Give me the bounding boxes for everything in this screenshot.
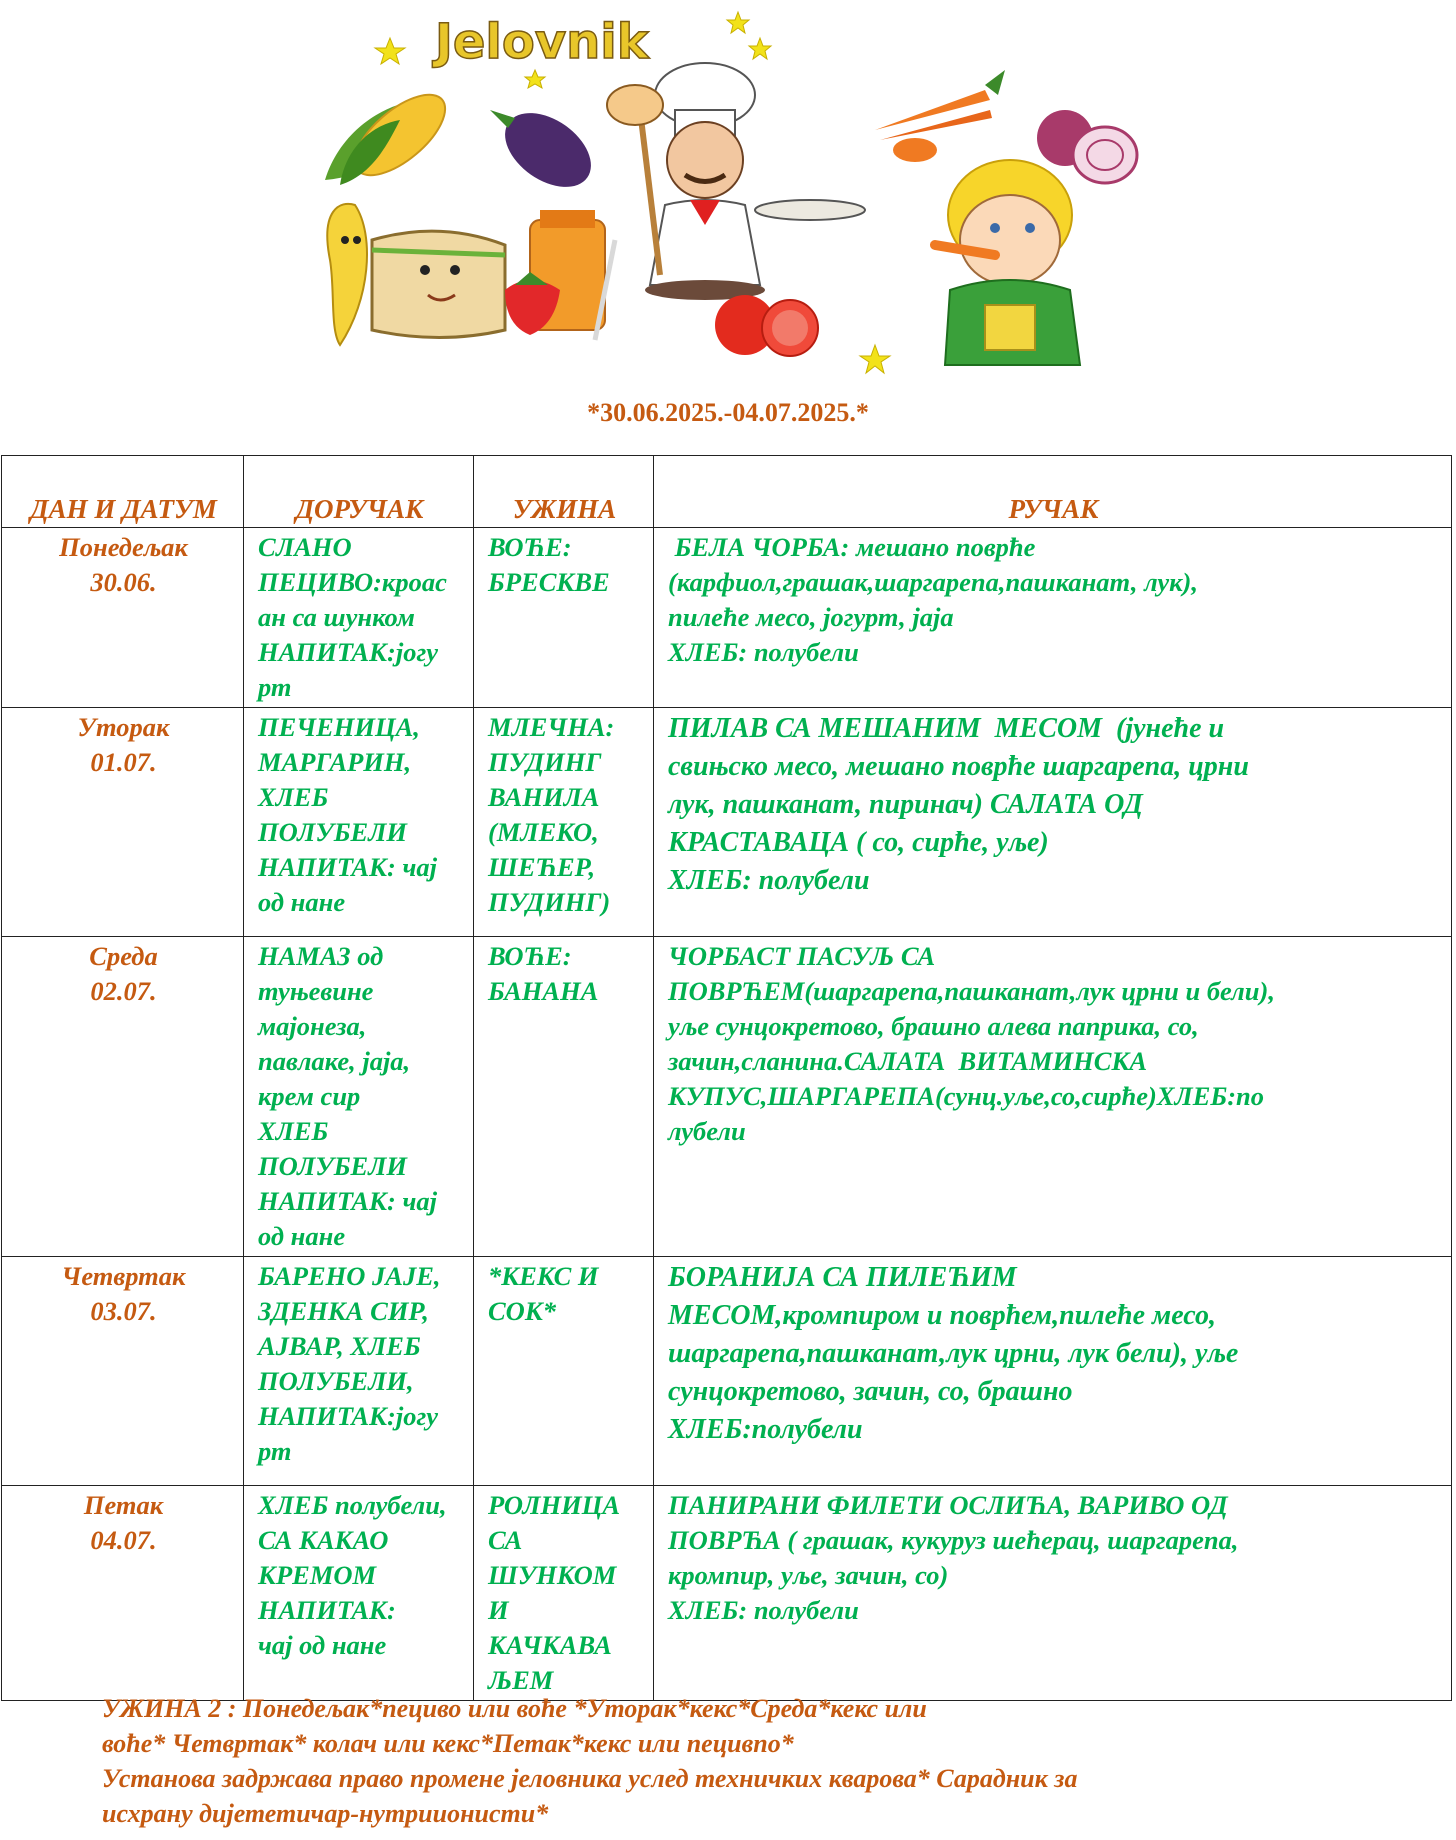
cell-line: Среда xyxy=(89,941,158,971)
cell-line: 01.07. xyxy=(90,747,157,777)
cell-line: ХЛЕБ полубели, xyxy=(258,1490,447,1520)
cell-line: ПАНИРАНИ ФИЛЕТИ ОСЛИЋА, ВАРИВО ОД xyxy=(668,1490,1228,1520)
snack-cell xyxy=(474,1486,654,1701)
cell-line: 02.07. xyxy=(90,976,157,1006)
cell-line: 04.07. xyxy=(90,1525,157,1555)
snack-cell xyxy=(474,1257,654,1486)
snack-cell xyxy=(474,937,654,1257)
cell-line: ХЛЕБ:полубели xyxy=(668,1414,863,1445)
menu-table-body xyxy=(2,528,1452,1701)
cell-line: БЕЛА ЧОРБА: мешано поврће xyxy=(668,532,1036,562)
date-range: *30.06.2025.-04.07.2025.* xyxy=(587,398,869,427)
lunch-cell xyxy=(654,937,1452,1257)
cell-line: ВОЋЕ: xyxy=(488,532,572,562)
cell-line: НАПИТАК:јогу xyxy=(258,1401,439,1431)
cell-line: мајонеза, xyxy=(258,1011,367,1041)
logo-title: Jelovnik xyxy=(435,14,649,70)
cell-line: БАРЕНО ЈАЈЕ, xyxy=(258,1261,441,1291)
footer-notes xyxy=(102,1691,1402,1831)
menu-table xyxy=(1,455,1452,1701)
table-header-row xyxy=(2,456,1452,528)
cell-line: КАЧКАВА xyxy=(488,1630,612,1660)
cell-line: ПОВРЋЕМ(шаргарепа,пашканат,лук црни и бели), xyxy=(668,976,1275,1006)
sandwich-icon xyxy=(372,231,505,337)
cell-line: БАНАНА xyxy=(488,976,599,1006)
menu-illustration xyxy=(300,0,1150,385)
cell-line: туњевине xyxy=(258,976,374,1006)
cell-line: ан са шунком xyxy=(258,602,415,632)
cell-line: павлаке, јаја, xyxy=(258,1046,411,1076)
day-cell xyxy=(2,1486,244,1701)
cell-line: ШУНКОМ xyxy=(488,1560,617,1590)
cell-line: свињско месо, мешано поврће шаргарепа, црни xyxy=(668,751,1249,782)
onion-icon xyxy=(1037,110,1137,183)
lunch-cell xyxy=(654,1486,1452,1701)
day-cell xyxy=(2,528,244,708)
header-lunch: РУЧАК xyxy=(654,456,1452,528)
cell-line: ПЕЦИВО:кроас xyxy=(258,567,447,597)
cell-line: Четвртак xyxy=(61,1261,186,1291)
footer-line: УЖИНА 2 : Понедељак*пециво или воће *Уторак*кекс*Среда*кекс или xyxy=(102,1694,927,1723)
cell-line: ШЕЋЕР, xyxy=(488,852,596,882)
cell-line: ЗДЕНКА СИР, xyxy=(258,1296,429,1326)
chef-icon xyxy=(607,63,865,300)
table-row xyxy=(2,1486,1452,1701)
table-row xyxy=(2,1257,1452,1486)
cell-line: крем сир xyxy=(258,1081,361,1111)
cell-line: од нане xyxy=(258,1221,346,1251)
cell-line: АЈВАР, ХЛЕБ xyxy=(258,1331,421,1361)
breakfast-cell xyxy=(244,1486,474,1701)
cell-line: ВОЋЕ: xyxy=(488,941,572,971)
header-snack: УЖИНА xyxy=(474,456,654,528)
cell-line: НАМАЗ од xyxy=(258,941,384,971)
cell-line: шаргарепа,пашканат,лук црни, лук бели), уље xyxy=(668,1338,1239,1369)
cell-line: БОРАНИЈА СА ПИЛЕЋИМ xyxy=(668,1262,1017,1293)
header-breakfast: ДОРУЧАК xyxy=(244,456,474,528)
day-cell xyxy=(2,937,244,1257)
table-row xyxy=(2,708,1452,937)
cell-line: уље сунцокретово, брашно алева паприка, со, xyxy=(668,1011,1199,1041)
cell-line: лубели xyxy=(668,1116,746,1146)
breakfast-cell xyxy=(244,708,474,937)
cell-line: ЧОРБАСТ ПАСУЉ СА xyxy=(668,941,936,971)
cell-line: лук, пашканат, пиринач) САЛАТА ОД xyxy=(668,789,1143,820)
cell-line: *КЕКС И xyxy=(488,1261,599,1291)
breakfast-cell xyxy=(244,528,474,708)
snack-cell xyxy=(474,528,654,708)
cell-line: ХЛЕБ xyxy=(258,1116,329,1146)
cell-line: МЕСОМ,кромпиром и поврћем,пилеће месо, xyxy=(668,1300,1216,1331)
cell-line: (МЛЕКО, xyxy=(488,817,599,847)
footer-line: исхрану дијететичар-нутриионисти* xyxy=(102,1799,549,1828)
cell-line: чај од нане xyxy=(258,1630,387,1660)
tomato-icon xyxy=(715,295,818,356)
lunch-cell xyxy=(654,528,1452,708)
cell-line: СОК* xyxy=(488,1296,557,1326)
day-cell xyxy=(2,1257,244,1486)
cell-line: МАРГАРИН, xyxy=(258,747,412,777)
snack-cell xyxy=(474,708,654,937)
cell-line: пилеће месо, јогурт, јаја xyxy=(668,602,954,632)
banana-icon xyxy=(327,204,367,345)
cell-line: ХЛЕБ: полубели xyxy=(668,637,859,667)
cell-line: ПОЛУБЕЛИ xyxy=(258,1151,408,1181)
cell-line: СА xyxy=(488,1525,523,1555)
cell-line: ПУДИНГ xyxy=(488,747,602,777)
cell-line: СА КАКАО xyxy=(258,1525,389,1555)
cell-line: кромпир, уље, зачин, со) xyxy=(668,1560,949,1590)
cell-line: БРЕСКВЕ xyxy=(488,567,610,597)
cell-line: ПОЛУБЕЛИ, xyxy=(258,1366,414,1396)
cell-line: НАПИТАК: чај xyxy=(258,1186,437,1216)
cell-line: од нане xyxy=(258,887,346,917)
cell-line: ПОЛУБЕЛИ xyxy=(258,817,408,847)
cell-line: МЛЕЧНА: xyxy=(488,712,615,742)
cell-line: ХЛЕБ xyxy=(258,782,329,812)
cell-line: РОЛНИЦА xyxy=(488,1490,621,1520)
cell-line: ПОВРЋА ( грашак, кукуруз шећерац, шаргарепа, xyxy=(668,1525,1239,1555)
cell-line: 03.07. xyxy=(90,1296,157,1326)
day-cell xyxy=(2,708,244,937)
table-row xyxy=(2,528,1452,708)
cell-line: ВАНИЛА xyxy=(488,782,600,812)
cell-line: КРАСТАВАЦА ( со, сирће, уље) xyxy=(668,827,1049,858)
lunch-cell xyxy=(654,708,1452,937)
cell-line: Понедељак xyxy=(59,532,188,562)
breakfast-cell xyxy=(244,1257,474,1486)
cell-line: ЉЕМ xyxy=(488,1665,554,1695)
carrot-icon xyxy=(875,70,1005,162)
cell-line: рт xyxy=(258,1436,292,1466)
footer-line: Установа задржава право промене јеловника услед техничких кварова* Сарадник за xyxy=(102,1764,1078,1793)
cell-line: 30.06. xyxy=(90,567,157,597)
corn-icon xyxy=(325,80,458,189)
cell-line: рт xyxy=(258,672,292,702)
cell-line: НАПИТАК:јогу xyxy=(258,637,439,667)
cell-line: И xyxy=(488,1595,509,1625)
cell-line: зачин,сланина.САЛАТА ВИТАМИНСКА xyxy=(668,1046,1148,1076)
eggplant-icon xyxy=(490,98,605,202)
cell-line: НАПИТАК: чај xyxy=(258,852,437,882)
table-row xyxy=(2,937,1452,1257)
cell-line: сунцокретово, зачин, со, брашно xyxy=(668,1376,1073,1407)
cell-line: ПИЛАВ СА МЕШАНИМ МЕСОМ (јунеће и xyxy=(668,713,1225,744)
cell-line: КРЕМОМ xyxy=(258,1560,377,1590)
boy-icon xyxy=(935,160,1080,365)
cell-line: СЛАНО xyxy=(258,532,352,562)
lunch-cell xyxy=(654,1257,1452,1486)
cell-line: ПЕЧЕНИЦА, xyxy=(258,712,420,742)
cell-line: НАПИТАК: xyxy=(258,1595,396,1625)
cell-line: ХЛЕБ: полубели xyxy=(668,1595,859,1625)
footer-line: воће* Четвртак* колач или кекс*Петак*кекс или пецивпо* xyxy=(102,1729,794,1758)
cell-line: (карфиол,грашак,шаргарепа,пашканат, лук), xyxy=(668,567,1198,597)
cell-line: Петак xyxy=(83,1490,164,1520)
cell-line: Уторак xyxy=(77,712,170,742)
breakfast-cell xyxy=(244,937,474,1257)
cell-line: ПУДИНГ) xyxy=(488,887,611,917)
header-day: ДАН И ДАТУМ xyxy=(2,456,244,528)
cell-line: ХЛЕБ: полубели xyxy=(668,865,870,896)
cell-line: КУПУС,ШАРГАРЕПА(сунц.уље,со,сирће)ХЛЕБ:по xyxy=(668,1081,1265,1111)
